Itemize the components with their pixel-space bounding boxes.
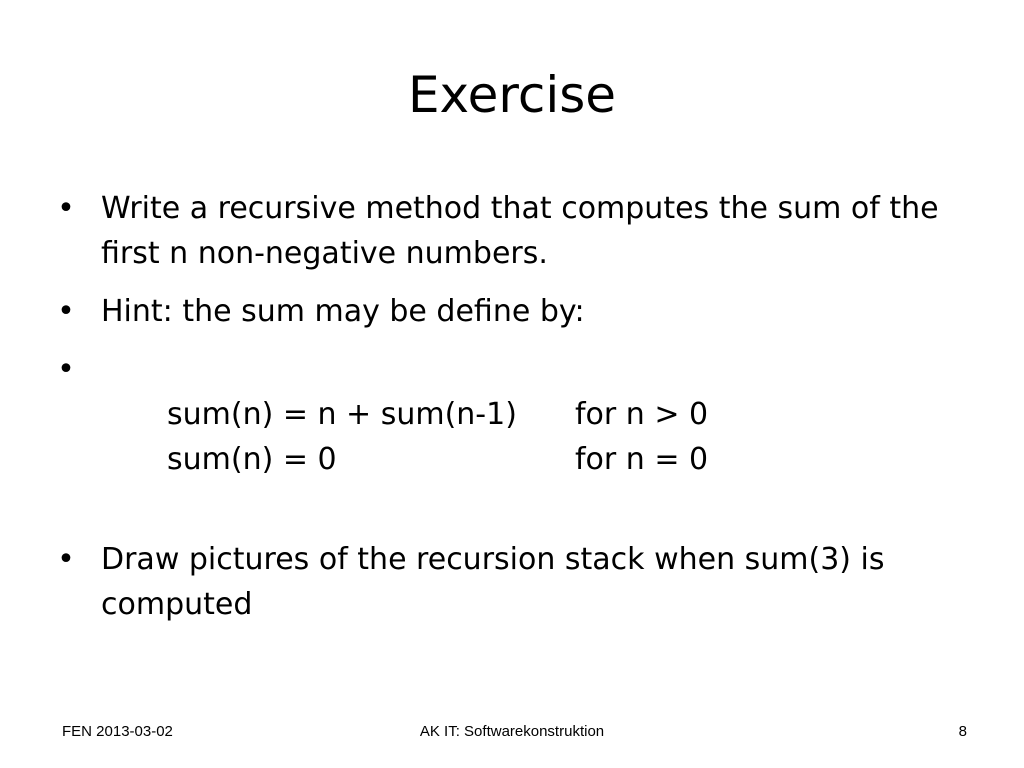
footer-page-number: 8 — [958, 723, 967, 740]
content-spacer — [56, 482, 956, 537]
bullet-text-2: Hint: the sum may be define by: — [101, 294, 585, 329]
formula-base-condition: for n = 0 — [575, 442, 709, 477]
formula-recursive-condition: for n > 0 — [575, 397, 709, 432]
slide-content — [56, 186, 956, 640]
slide-title: Exercise — [407, 66, 617, 124]
bullet-text-4: Draw pictures of the recursion stack when sum(3) is computed — [101, 542, 885, 622]
bullet-dot: • — [57, 352, 75, 387]
bullet-item-4 — [56, 537, 956, 627]
bullet-item-1 — [56, 186, 956, 276]
footer-date: FEN 2013-03-02 — [62, 723, 173, 740]
formula-recursive-case: sum(n) = n + sum(n-1) — [167, 397, 517, 432]
formula-row-2 — [101, 437, 956, 482]
formula-block — [101, 392, 956, 482]
bullet-dot: • — [57, 294, 75, 329]
bullet-dot: • — [57, 542, 75, 577]
bullet-item-2 — [56, 289, 956, 334]
footer-course: AK IT: Softwarekonstruktion — [419, 723, 605, 740]
bullet-item-3 — [56, 347, 956, 482]
bullet-dot: • — [57, 191, 75, 226]
bullet-text-1: Write a recursive method that computes the sum of the first n non-negative numbers. — [101, 191, 939, 271]
formula-base-case: sum(n) = 0 — [167, 442, 337, 477]
formula-row-1 — [101, 392, 956, 437]
bullet-text-3 — [101, 352, 111, 387]
